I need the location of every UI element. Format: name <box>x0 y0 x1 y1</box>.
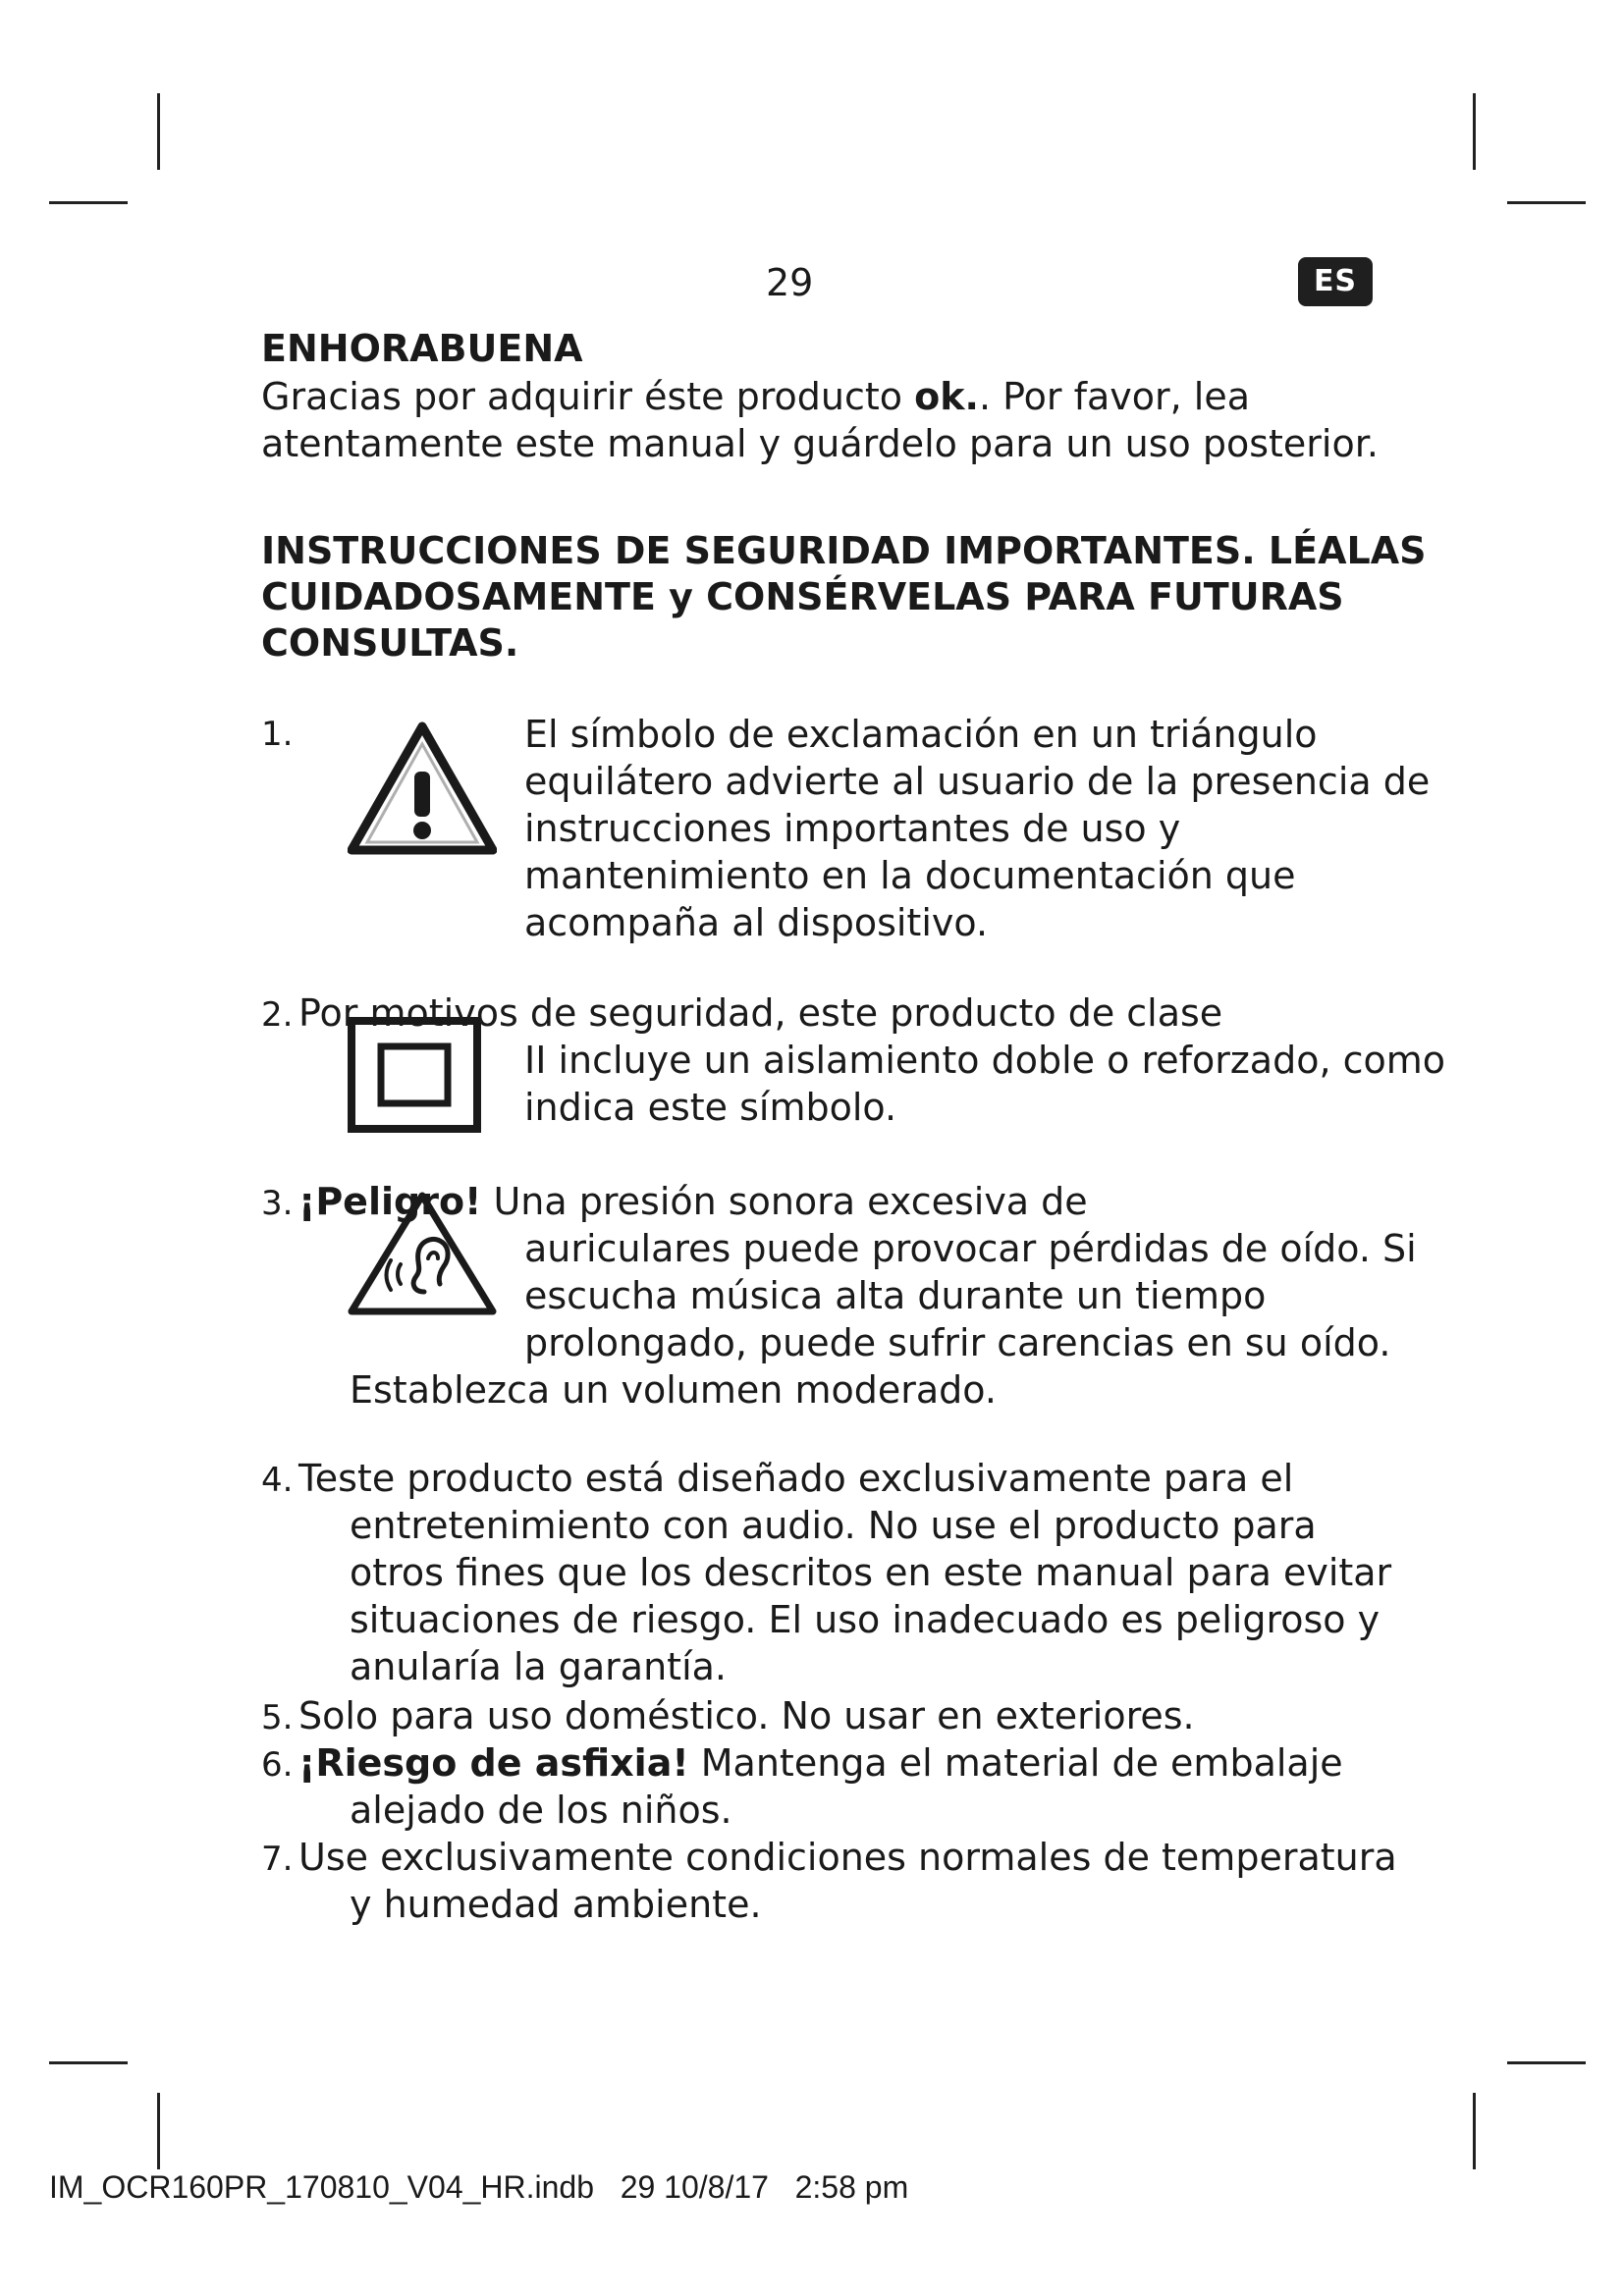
item-number-2: 2. <box>261 995 294 1035</box>
crop-mark <box>49 2061 128 2064</box>
item-7-line: y humedad ambiente. <box>350 1883 762 1926</box>
item-3-line-1 <box>298 1178 1088 1225</box>
crop-mark <box>1507 201 1586 204</box>
item-4-line: situaciones de riesgo. El uso inadecuado es peligroso y <box>350 1598 1380 1641</box>
item-3-line: auriculares puede provocar pérdidas de oído. Si <box>524 1227 1417 1270</box>
item-number-6: 6. <box>261 1745 294 1785</box>
print-slug: IM_OCR160PR_170810_V04_HR.indb 29 10/8/17 2:58 pm <box>49 2169 909 2205</box>
item-1-line: mantenimiento en la documentación que <box>524 854 1296 897</box>
item-1-line: instrucciones importantes de uso y <box>524 807 1181 850</box>
item-4-line: otros fines que los descritos en este manual para evitar <box>350 1551 1392 1594</box>
item-7-line: Use exclusivamente condiciones normales de temperatura <box>298 1836 1397 1879</box>
item-6-line: alejado de los niños. <box>350 1789 732 1832</box>
danger-label: ¡Peligro! <box>298 1180 482 1223</box>
crop-mark <box>1473 2093 1476 2169</box>
intro-title: ENHORABUENA <box>261 327 583 370</box>
page-number: 29 <box>766 261 814 304</box>
item-6-line-1 <box>298 1739 1343 1787</box>
item-number-7: 7. <box>261 1840 294 1879</box>
intro-line-2: atentamente este manual y guárdelo para un uso posterior. <box>261 422 1379 465</box>
language-badge: ES <box>1298 257 1373 306</box>
item-2-line: II incluye un aislamiento doble o reforzado, como <box>524 1039 1446 1082</box>
item-3-text: Una presión sonora excesiva de <box>481 1180 1088 1223</box>
crop-mark <box>1473 93 1476 170</box>
item-1-line: El símbolo de exclamación en un triángulo <box>524 713 1318 756</box>
brand-name: ok. <box>914 375 979 418</box>
item-number-1: 1. <box>261 715 294 754</box>
item-4-line: entretenimiento con audio. No use el producto para <box>350 1504 1317 1547</box>
crop-mark <box>49 201 128 204</box>
crop-mark <box>157 93 160 170</box>
crop-mark <box>157 2093 160 2169</box>
item-5-line: Solo para uso doméstico. No usar en exteriores. <box>298 1694 1195 1737</box>
item-1-line: equilátero advierte al usuario de la presencia de <box>524 760 1431 803</box>
exclamation-triangle-icon <box>348 721 497 856</box>
item-1-line: acompaña al dispositivo. <box>524 901 989 944</box>
item-3-line: prolongado, puede sufrir carencias en su oído. <box>524 1321 1391 1364</box>
item-3-line: escucha música alta durante un tiempo <box>524 1274 1267 1317</box>
item-2-line: Por motivos de seguridad, este producto de clase <box>298 991 1223 1035</box>
item-number-3: 3. <box>261 1184 294 1223</box>
intro-text: . Por favor, lea <box>978 375 1251 418</box>
item-number-5: 5. <box>261 1698 294 1737</box>
item-2-line: indica este símbolo. <box>524 1086 897 1129</box>
crop-mark <box>1507 2061 1586 2064</box>
safety-heading-line-1: INSTRUCCIONES DE SEGURIDAD IMPORTANTES. LÉALAS <box>261 529 1427 572</box>
safety-heading-line-3: CONSULTAS. <box>261 621 519 665</box>
safety-heading-line-2: CUIDADOSAMENTE y CONSÉRVELAS PARA FUTURAS <box>261 575 1344 618</box>
item-4-line: Teste producto está diseñado exclusivamente para el <box>298 1457 1294 1500</box>
item-number-4: 4. <box>261 1461 294 1500</box>
item-4-line: anularía la garantía. <box>350 1645 727 1688</box>
suffocation-label: ¡Riesgo de asfixia! <box>298 1741 689 1785</box>
intro-line-1 <box>261 373 1250 420</box>
intro-text: Gracias por adquirir éste producto <box>261 375 915 418</box>
item-6-text: Mantenga el material de embalaje <box>688 1741 1343 1785</box>
item-3-line: Establezca un volumen moderado. <box>350 1368 997 1412</box>
